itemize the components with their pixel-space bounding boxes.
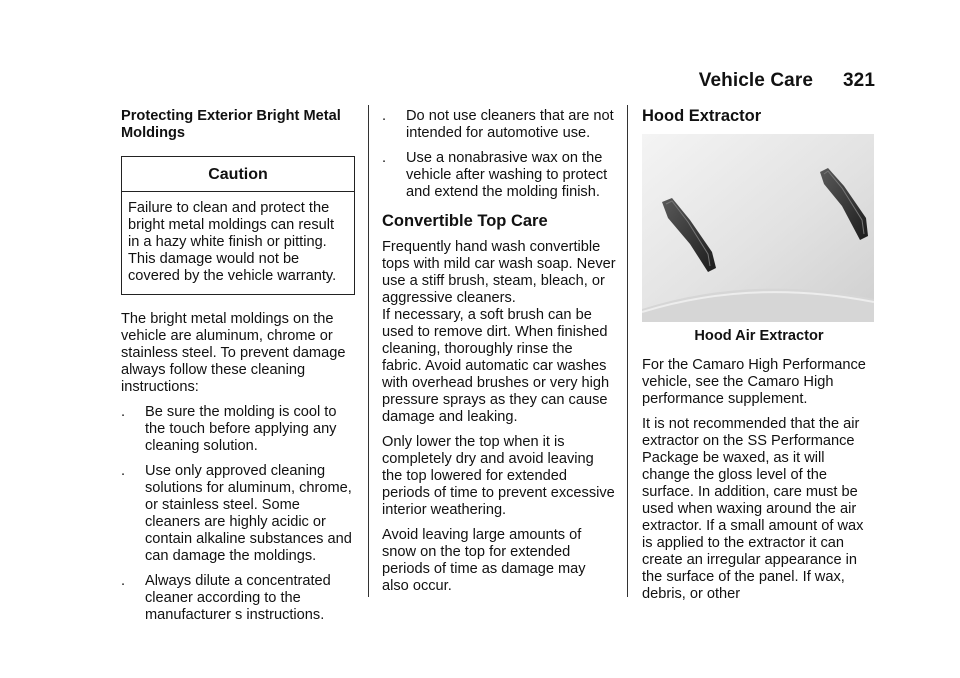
- paragraph-text: Frequently hand wash convertible tops with mild car wash soap. Never use a stiff brush, steam, bleach, or aggressive cleaners.: [382, 239, 616, 306]
- bullet-marker: .: [121, 404, 126, 420]
- caution-box: [121, 156, 355, 295]
- heading-hood-extractor: Hood Extractor: [642, 107, 762, 125]
- intro-paragraph: The bright metal moldings on the vehicle are aluminum, chrome or stainless steel. To prevent damage always follow these cleaning instructions:: [121, 311, 346, 395]
- list-item-text: Do not use cleaners that are not intended for automotive use.: [406, 108, 614, 141]
- page-number: 321: [842, 70, 875, 91]
- paragraph: [382, 239, 616, 426]
- paragraph: For the Camaro High Performance vehicle, see the Camaro High performance supplement.: [642, 357, 866, 407]
- list-item: [382, 108, 616, 142]
- list-item-text: Always dilute a concentrated cleaner according to the manufacturer s instructions.: [145, 573, 331, 623]
- subheading-bright-metal: Protecting Exterior Bright Metal Moldings: [121, 108, 341, 141]
- paragraph: Avoid leaving large amounts of snow on the top for extended periods of time as damage may also occur.: [382, 527, 586, 594]
- list-item: [121, 404, 357, 455]
- bullet-marker: .: [382, 150, 387, 166]
- bullet-marker: .: [121, 573, 126, 589]
- bullet-marker: .: [382, 108, 387, 124]
- list-item: [121, 463, 357, 565]
- paragraph: Only lower the top when it is completely dry and avoid leaving the top lowered for extended periods of time to prevent excessive interior weathering.: [382, 434, 615, 518]
- paragraph: It is not recommended that the air extractor on the SS Performance Package be waxed, as it will change the gloss level of the surface. In addition, care must be used when waxing around the air extractor. If a small amount of wax is applied to the extractor it can create an irregular appearance in the surface of the panel. If wax, debris, or other: [642, 416, 864, 602]
- list-item: [382, 150, 616, 201]
- bullet-marker: .: [121, 463, 126, 479]
- column-1: [121, 108, 357, 632]
- list-item-text: Use only approved cleaning solutions for aluminum, chrome, or stainless steel. Some cleaners are highly acidic or contain alkaline substances and can damage the moldings.: [145, 463, 352, 564]
- page-header: [0, 70, 875, 92]
- column-divider-1: [368, 105, 369, 597]
- column-divider-2: [627, 105, 628, 597]
- caution-title: Caution: [122, 157, 354, 192]
- list-item: [121, 573, 357, 624]
- hood-air-extractor-image: [642, 134, 874, 322]
- paragraph-text: If necessary, a soft brush can be used to remove dirt. When finished cleaning, thoroughly rinse the fabric. Avoid automatic car washes with overhead brushes or very high pressure sprays as they can cause damage and leaking.: [382, 307, 610, 425]
- section-title: Vehicle Care: [698, 70, 813, 91]
- list-item-text: Use a nonabrasive wax on the vehicle after washing to protect and extend the molding finish.: [406, 150, 608, 200]
- heading-convertible-top-care: Convertible Top Care: [382, 212, 548, 230]
- figure-caption: Hood Air Extractor: [694, 328, 824, 344]
- column-2: [382, 108, 616, 603]
- caution-text: Failure to clean and protect the bright metal moldings can result in a hazy white finish or pitting. This damage would not be covered by the vehicle warranty.: [128, 200, 337, 284]
- list-item-text: Be sure the molding is cool to the touch before applying any cleaning solution.: [145, 404, 337, 454]
- column-3: [642, 108, 876, 611]
